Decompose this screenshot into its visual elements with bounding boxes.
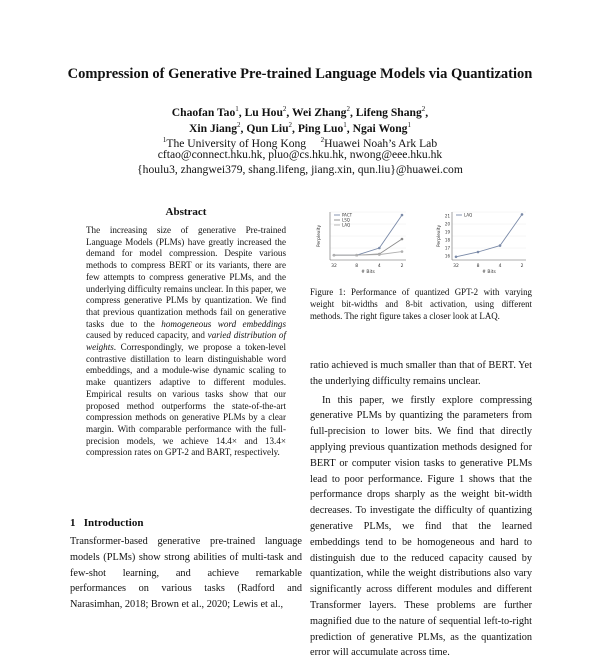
y-tick-label: 18	[444, 237, 450, 243]
x-tick-label: 32	[453, 264, 459, 269]
affil-mark: 2	[237, 121, 241, 129]
paper-title: Compression of Generative Pre-trained Language Models via Quantization	[67, 66, 533, 82]
affil-mark: 2	[282, 105, 287, 113]
figure-1	[312, 206, 534, 276]
author-name: Lifeng Shang	[355, 105, 422, 119]
y-tick-label: 19	[444, 229, 450, 235]
emails-line-1: cftao@connect.hku.hk, pluo@cs.hku.hk, nwong@eee.hku.hk	[157, 148, 443, 161]
abstract-emphasis: homogeneous word embeddings	[161, 318, 286, 329]
affil-mark: 2	[421, 105, 426, 113]
affil-mark: 1	[407, 121, 411, 129]
author-name: Lu Hou	[244, 105, 283, 119]
legend-label: LAQ	[342, 222, 351, 228]
affil-mark: 1	[343, 121, 347, 129]
affil-mark: 2	[288, 121, 293, 129]
figure-caption: Figure 1: Performance of quantized GPT-2 with varying weight bit-widths and 8-bit activation, using different methods. The right figure takes a closer look at LAQ.	[310, 287, 532, 321]
section-title: Introduction	[83, 517, 144, 529]
data-point	[333, 254, 336, 257]
section-number: 1	[70, 517, 76, 529]
affil-mark: 2	[320, 136, 325, 144]
author-name: Xin Jiang	[189, 121, 238, 135]
data-point	[378, 247, 381, 250]
x-tick-label: 4	[498, 264, 502, 269]
author-line-2: Xin Jiang$^2$, Qun Liu$^2$, Ping Luo$^1$, Ngai Wong$^1$	[189, 121, 411, 135]
x-tick-label: 2	[400, 264, 404, 269]
y-tick-label: 16	[444, 253, 450, 259]
x-tick-label: 8	[476, 264, 480, 269]
x-tick-label: 8	[355, 264, 359, 269]
data-point	[477, 251, 480, 254]
y-axis-label: Perplexity	[437, 224, 442, 248]
y-tick-label: 20	[444, 221, 450, 227]
section-heading	[70, 517, 143, 529]
x-axis-label: # Bits	[482, 270, 496, 275]
abstract-heading: Abstract	[165, 206, 207, 218]
affil-mark: 1	[162, 136, 167, 144]
y-tick-label: 21	[444, 213, 450, 219]
legend-label: LSQ	[342, 217, 350, 223]
author-line-1: Chaofan Tao$^1$, Lu Hou$^2$, Wei Zhang$^2$, Lifeng Shang$^2$,	[171, 105, 429, 119]
abstract-emphasis: varied distribution of weights	[86, 330, 286, 353]
author-name: Chaofan Tao	[171, 105, 236, 119]
paragraph: ratio achieved is much smaller than that of BERT. Yet the underlying difficulty remains unclear.	[310, 360, 532, 387]
series-line	[334, 252, 402, 256]
y-axis-label: Perplexity	[317, 224, 322, 248]
emails-line-2: {houlu3, zhangwei379, shang.lifeng, jiang.xin, qun.liu}@huawei.com	[137, 163, 463, 176]
x-axis-label: # Bits	[361, 270, 375, 275]
series-line	[456, 214, 522, 256]
data-point	[355, 254, 358, 257]
abstract-body	[86, 225, 286, 459]
x-tick-label: 2	[520, 264, 524, 269]
affil-mark: 2	[346, 105, 350, 113]
legend-label: PACT	[342, 212, 353, 218]
legend-label: LAQ	[464, 212, 473, 218]
abstract-text: The increasing size of generative Pre-trained Language Models (PLMs) have greatly increased the demand for model compression. Despite various methods to compress BERT or its variants, there are few attempts to compress generative PLMs, and the underlying difficulty remains unclear. In this paper, we compress generative PLMs by quantization. We find that previous quantization methods fail on generative tasks due to the	[86, 225, 286, 329]
paragraph: In this paper, we firstly explore compressing generative PLMs by quantizing the parameters from full-precision to lower bits. We find that directly applying previous quantization methods designed for BERT or computer vision tasks to generative PLMs lead to poor performance. Figure 1 shows that the performance drops sharply as the weight bit-width decreases. To investigate the difficulty of quantizing generative PLMs, we find that the learned embeddings tend to be homogeneous and hard to distinguish due to the reduced capacity caused by quantization, while the weight distributions also vary significantly across different modules and different Transformer layers. These problems are further magnified due to the nature of sequential left-to-right prediction of generative PLMs, as the quantization error will accumulate across time.	[310, 394, 532, 659]
data-point	[401, 214, 404, 217]
affiliation-1: The University of Hong Kong	[166, 136, 307, 150]
x-tick-label: 4	[377, 264, 381, 269]
data-point	[499, 244, 502, 247]
data-point	[378, 253, 381, 256]
author-name: Ngai Wong	[352, 121, 408, 135]
data-point	[401, 238, 404, 241]
author-name: Wei Zhang	[292, 105, 347, 119]
author-name: Ping Luo	[297, 121, 344, 135]
intro-paragraph: Transformer-based generative pre-trained language models (PLMs) show strong abilities of multi-task and few-shot learning, and achieve remarkable performances on various tasks (Radford and Narasimhan, 2018; Brown et al., 2020; Lewis et al.,	[70, 536, 302, 611]
data-point	[521, 213, 524, 216]
affil-mark: 1	[235, 105, 239, 113]
data-point	[401, 250, 404, 253]
author-name: Qun Liu	[246, 121, 289, 135]
data-point	[455, 256, 458, 259]
abstract-text: caused by reduced capacity, and	[86, 330, 208, 341]
abstract-text: . Correspondingly, we propose a token-level contrastive distillation to learn distinguishable word embeddings, and a module-wise dynamic scaling to make quantizers adaptive to different modules. Empirical results on various tasks show that our proposed method outperforms the state-of-the-art compression methods on generative PLMs by a clear margin. With comparable performance with the full-precision models, we achieve 14.4× and 13.4× compression rates on GPT-2 and BART, respectively.	[86, 342, 286, 458]
x-tick-label: 32	[331, 264, 337, 269]
right-column-text	[310, 358, 532, 661]
affiliation-2: Huawei Noah’s Ark Lab	[324, 136, 438, 150]
y-tick-label: 17	[444, 245, 450, 251]
